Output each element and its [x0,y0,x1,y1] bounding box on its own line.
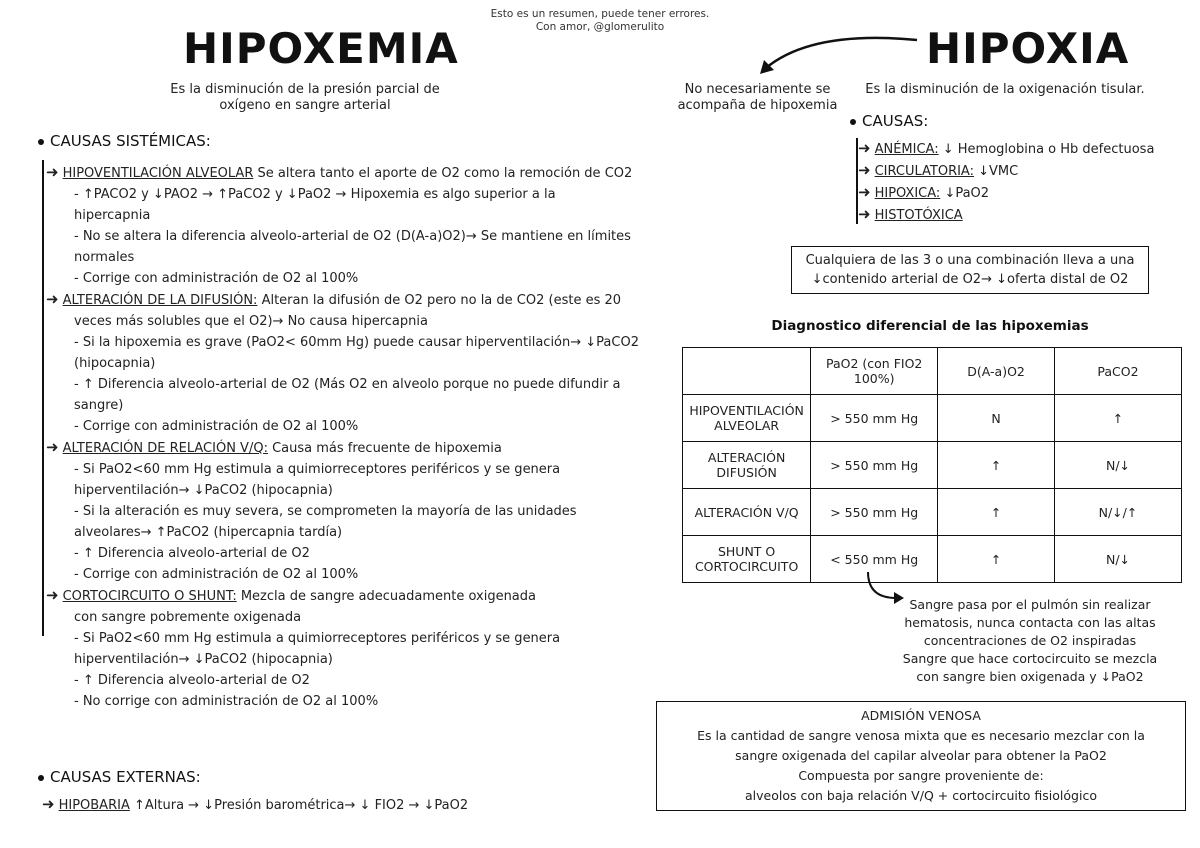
admision-line: alveolos con baja relación V/Q + cortocircuito fisiológico [745,788,1097,803]
hipoxia-causas-label: CAUSAS: [862,112,929,130]
summary-line2: ↓contenido arterial de O2→ ↓oferta distal de O2 [811,272,1129,287]
hipoxica-item [858,182,1198,204]
difusion-details [46,311,696,437]
dx-header-cell: PaO2 (con FIO2 100%) [811,348,938,395]
arrow-right-icon: ➜ [46,163,59,181]
admision-line: Es la cantidad de sangre venosa mixta que es necesario mezclar con la [697,728,1145,743]
dx-cell: N/↓ [1055,442,1182,489]
admision-line: sangre oxigenada del capilar alveolar para obtener la PaO2 [735,748,1107,763]
author-note [420,8,780,34]
hipov-line: hipercapnia [74,208,151,223]
dx-cell: ↑ [1055,395,1182,442]
hipoxica-text: ↓PaO2 [944,186,990,201]
hipov-line: - No se altera la diferencia alveolo-arterial de O2 (D(A-a)O2)→ Se mantiene en límites [74,229,631,244]
vq-line: - Si la alteración es muy severa, se comprometen la mayoría de las unidades [74,504,577,519]
hipov-line: - ↑PACO2 y ↓PAO2 → ↑PaCO2 y ↓PaO2 → Hipoxemia es algo superior a la [74,187,556,202]
vq-line: - ↑ Diferencia alveolo-arterial de O2 [74,546,310,561]
hipobaria-text: ↑Altura → ↓Presión barométrica→ ↓ FIO2 → ↓PaO2 [133,798,469,813]
arrow-right-icon: ➜ [46,586,59,604]
arrow-right-icon: ➜ [42,795,55,813]
dx-table-title: Diagnostico diferencial de las hipoxemias [771,318,1089,334]
causas-sistemicas-label: CAUSAS SISTÉMICAS: [50,132,211,150]
bullet-dot-icon [850,119,856,125]
histotoxica-item [858,204,1198,226]
bracket-line [42,160,44,636]
curved-arrow-icon [752,30,922,80]
vq-text: Causa más frecuente de hipoxemia [272,441,502,456]
shunt-text: Mezcla de sangre adecuadamente oxigenada [240,589,536,604]
dx-cell: < 550 mm Hg [811,536,938,583]
vq-line: alveolares→ ↑PaCO2 (hipercapnia tardía) [74,525,343,540]
dx-cell: N [938,395,1055,442]
side-note-line1: No necesariamente se [684,82,831,97]
dx-cell: > 550 mm Hg [811,489,938,536]
table-row [683,442,1182,489]
shunt-note [880,596,1180,686]
author-note-line2: Con amor, @glomerulito [535,21,665,33]
arrow-right-icon: ➜ [858,183,871,201]
causas-externas-label: CAUSAS EXTERNAS: [50,768,201,786]
causas-externas-heading [38,768,201,786]
shunt-note-line: Sangre que hace cortocircuito se mezcla [902,651,1158,666]
side-note-line2: acompaña de hipoxemia [677,98,838,113]
difusion-item [46,289,696,311]
hipoventilacion-details [46,184,696,289]
causas-sistemicas-heading [38,132,211,150]
arrow-right-icon: ➜ [858,139,871,157]
difusion-line: sangre) [74,398,124,413]
shunt-line: hiperventilación→ ↓PaCO2 (hipocapnia) [74,652,333,667]
vq-details [46,459,696,585]
dx-header-cell: PaCO2 [1055,348,1182,395]
hipoxemia-title: HIPOXEMIA [183,24,459,73]
dx-cell: ↑ [938,442,1055,489]
shunt-note-line: Sangre pasa por el pulmón sin realizar [909,597,1151,612]
hipoventilacion-label: HIPOVENTILACIÓN ALVEOLAR [62,166,254,181]
hipoxia-causas-list [858,138,1198,226]
bullet-dot-icon [38,139,44,145]
vq-item [46,437,696,459]
bullet-dot-icon [38,775,44,781]
shunt-details [46,607,696,712]
shunt-line: - ↑ Diferencia alveolo-arterial de O2 [74,673,310,688]
hipov-line: - Corrige con administración de O2 al 100% [74,271,359,286]
difusion-line: - Si la hipoxemia es grave (PaO2< 60mm Hg) puede causar hiperventilación→ ↓PaCO2 [74,335,639,350]
hipoxia-summary-box [791,246,1149,294]
hipoxia-title: HIPOXIA [926,24,1130,73]
dx-cell: > 550 mm Hg [811,442,938,489]
dx-cell: > 550 mm Hg [811,395,938,442]
histotoxica-label: HISTOTÓXICA [874,208,963,223]
vq-line: hiperventilación→ ↓PaCO2 (hipocapnia) [74,483,333,498]
difusion-line: - Corrige con administración de O2 al 100% [74,419,359,434]
dx-row-name: SHUNT O CORTOCIRCUITO [683,536,811,583]
shunt-line: - Si PaO2<60 mm Hg estimula a quimiorreceptores periféricos y se genera [74,631,561,646]
hipoxemia-def-line2: oxígeno en sangre arterial [219,98,391,113]
hipoxia-side-note [670,82,845,114]
hipov-line: normales [74,250,135,265]
author-note-line1: Esto es un resumen, puede tener errores. [490,8,710,20]
vq-line: - Corrige con administración de O2 al 100% [74,567,359,582]
circulatoria-label: CIRCULATORIA: [874,164,974,179]
dx-empty-cell [683,348,811,395]
arrow-right-icon: ➜ [858,205,871,223]
circulatoria-item [858,160,1198,182]
difusion-label: ALTERACIÓN DE LA DIFUSIÓN: [62,293,258,308]
admision-title: ADMISIÓN VENOSA [861,708,981,723]
anemica-text: ↓ Hemoglobina o Hb defectuosa [942,142,1155,157]
arrow-right-icon: ➜ [46,290,59,308]
hipoxia-definition: Es la disminución de la oxigenación tisular. [865,82,1145,97]
vq-line: - Si PaO2<60 mm Hg estimula a quimiorreceptores periféricos y se genera [74,462,561,477]
dx-header-row [683,348,1182,395]
causas-sistemicas-list [46,162,696,712]
difusion-line: veces más solubles que el O2)→ No causa hipercapnia [74,314,428,329]
dx-cell: N/↓/↑ [1055,489,1182,536]
hipoxemia-def-line1: Es la disminución de la presión parcial de [170,82,440,97]
anemica-item [858,138,1198,160]
dx-row-name: HIPOVENTILACIÓN ALVEOLAR [683,395,811,442]
dx-table [682,347,1182,583]
admision-venosa-box [656,701,1186,811]
circulatoria-text: ↓VMC [978,164,1019,179]
shunt-item [46,585,696,607]
hipoventilacion-text: Se altera tanto el aporte de O2 como la remoción de CO2 [257,166,633,181]
admision-line: Compuesta por sangre proveniente de: [798,768,1044,783]
vq-label: ALTERACIÓN DE RELACIÓN V/Q: [62,441,268,456]
shunt-line: con sangre pobremente oxigenada [74,610,302,625]
table-row [683,395,1182,442]
shunt-line: - No corrige con administración de O2 al 100% [74,694,379,709]
arrow-right-icon: ➜ [46,438,59,456]
arrow-right-icon: ➜ [858,161,871,179]
shunt-note-line: con sangre bien oxigenada y ↓PaO2 [916,669,1144,684]
hipobaria-label: HIPOBARIA [58,798,130,813]
table-row [683,489,1182,536]
difusion-line: (hipocapnia) [74,356,156,371]
hipoxica-label: HIPOXICA: [874,186,941,201]
summary-line1: Cualquiera de las 3 o una combinación lleva a una [805,253,1135,268]
dx-header-cell: D(A-a)O2 [938,348,1055,395]
difusion-line: - ↑ Diferencia alveolo-arterial de O2 (Más O2 en alveolo porque no puede difundir a [74,377,621,392]
dx-cell: N/↓ [1055,536,1182,583]
difusion-text: Alteran la difusión de O2 pero no la de CO2 (este es 20 [261,293,622,308]
hipobaria-item [42,794,642,816]
anemica-label: ANÉMICA: [874,142,939,157]
shunt-note-line: hematosis, nunca contacta con las altas [904,615,1156,630]
shunt-label: CORTOCIRCUITO O SHUNT: [62,589,237,604]
dx-cell: ↑ [938,536,1055,583]
shunt-note-line: concentraciones de O2 inspiradas [923,633,1137,648]
hipoxemia-definition [140,82,470,114]
hipoventilacion-item [46,162,696,184]
hipoxia-causas-heading [850,112,928,130]
dx-cell: ↑ [938,489,1055,536]
dx-row-name: ALTERACIÓN DIFUSIÓN [683,442,811,489]
dx-row-name: ALTERACIÓN V/Q [683,489,811,536]
table-row [683,536,1182,583]
